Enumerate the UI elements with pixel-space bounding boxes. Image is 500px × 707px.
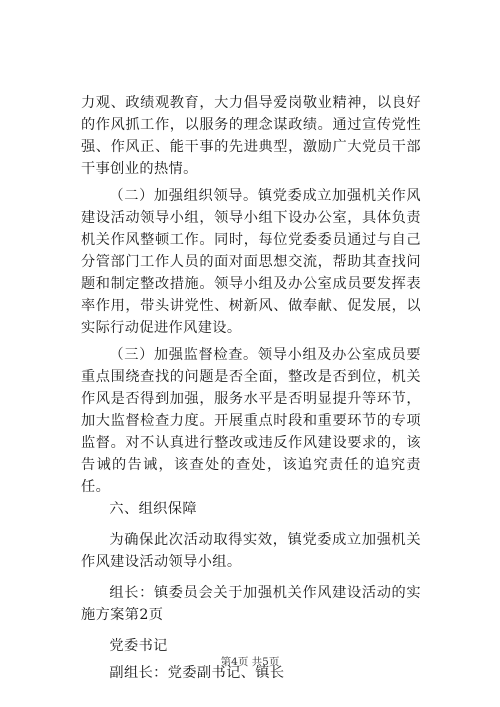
- paragraph-organization-leadership: （二）加强组织领导。镇党委成立加强机关作风建设活动领导小组，领导小组下设办公室，具体负责机关作风整顿工作。同时，每位党委委员通过与自己分管部门工作人员的面对面思想交流，帮助其查找问题和制定整改措施。领导小组及办公室成员要发挥表率作用，带头讲党性、树新风、做奉献、促发展，以实际行动促进作风建设。: [81, 188, 421, 336]
- document-body: [81, 92, 421, 684]
- paragraph-party-secretary: 党委书记: [109, 638, 168, 654]
- paragraph-group-leader: 组长：镇委员会关于加强机关作风建设活动的实施方案第2页: [81, 585, 421, 623]
- paragraph-continuation: 力观、政绩观教育，大力倡导爱岗敬业精神，以良好的作风抓工作，以服务的理念谋政绩。通过宣传党性强、作风正、能干事的先进典型，激励广大党员干部干事创业的热情。: [81, 95, 421, 177]
- section-heading-organizational-guarantee: 六、组织保障: [109, 501, 197, 517]
- paragraph-leading-group: 为确保此次活动取得实效，镇党委成立加强机关作风建设活动领导小组。: [81, 532, 421, 570]
- paragraph-supervision-inspection: （三）加强监督检查。领导小组及办公室成员要重点围绕查找的问题是否全面，整改是否到位，机关作风是否得到加强，服务水平是否明显提升等环节，加大监督检查力度。开展重点时段和重要环节的专项监督。对不认真进行整改或违反作风建设要求的，该告诫的告诫，该查处的查处，该追究责任的追究责任。: [81, 347, 421, 495]
- paragraph-deputy-leader: 副组长：党委副书记、镇长: [109, 665, 285, 681]
- page-number-footer: 第4页 共5页: [220, 656, 280, 668]
